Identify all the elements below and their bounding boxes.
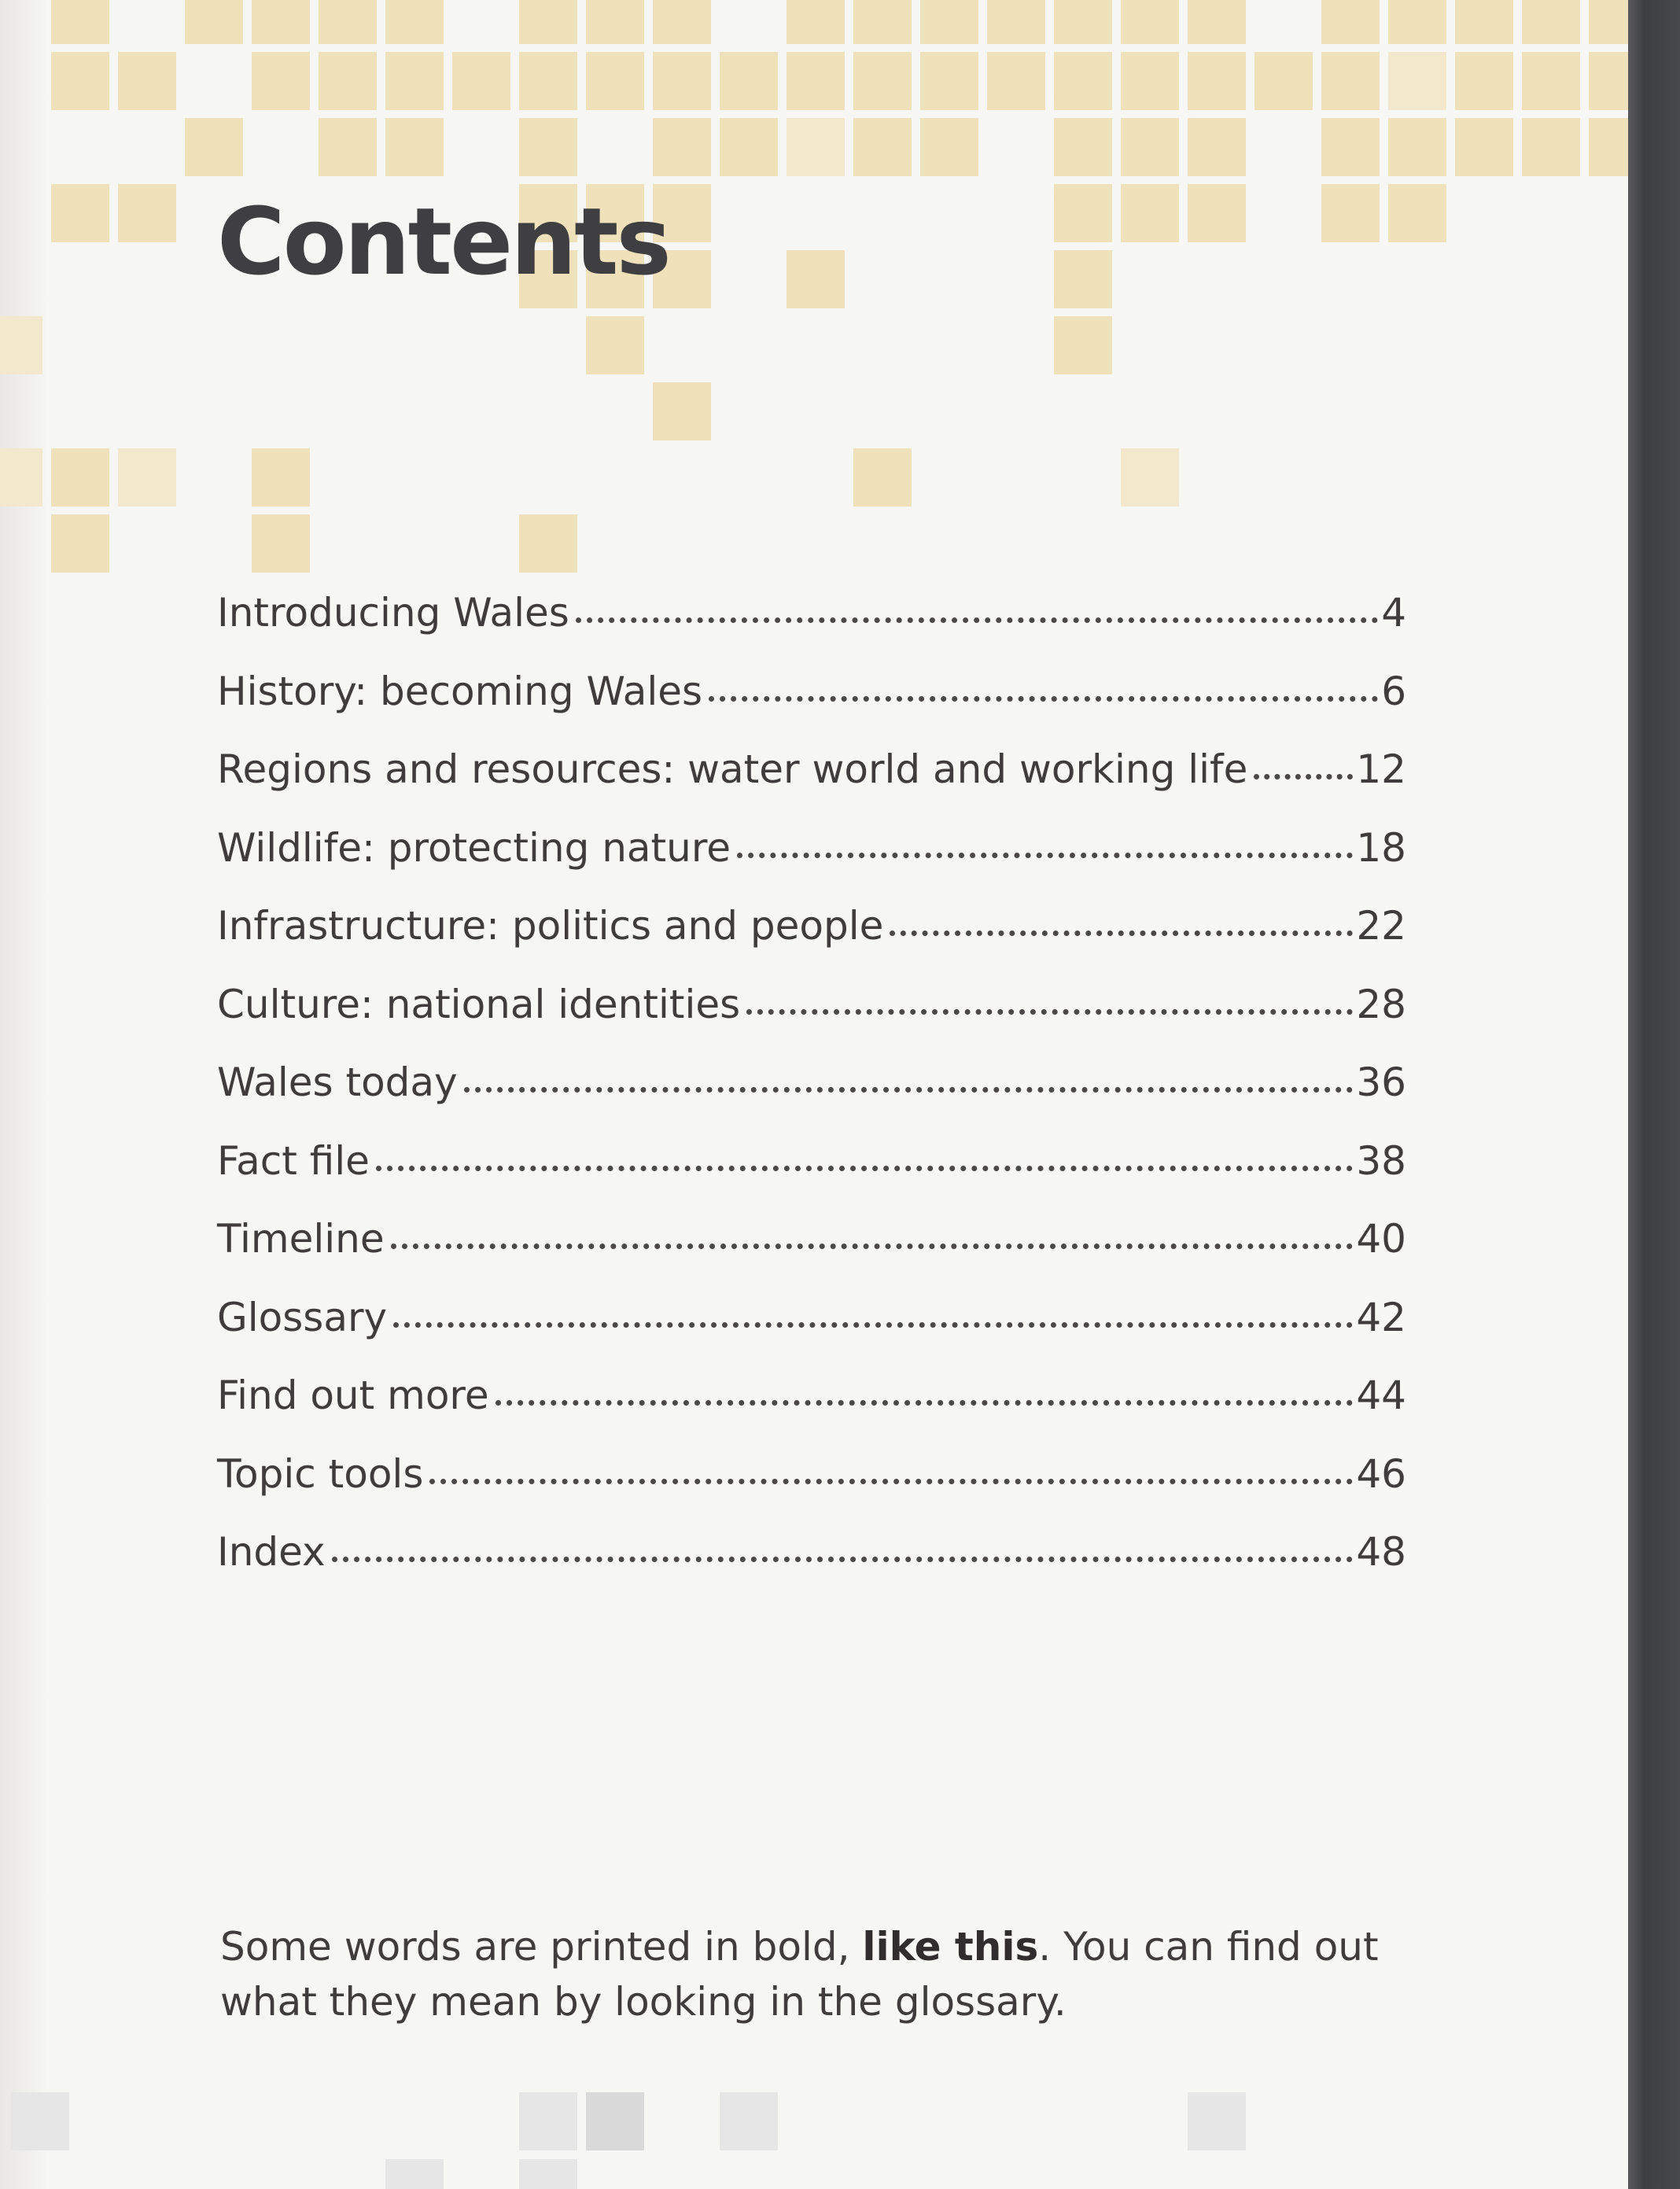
decorative-tile — [1054, 184, 1112, 242]
decorative-tile — [1121, 448, 1179, 507]
decorative-tile — [853, 118, 912, 176]
toc-entry-page: 12 — [1356, 746, 1406, 792]
decorative-tile — [586, 316, 644, 374]
decorative-tile — [385, 118, 444, 176]
decorative-tile — [1388, 184, 1446, 242]
decorative-tile — [319, 52, 377, 110]
decorative-tile — [653, 52, 711, 110]
toc-entry — [217, 903, 1406, 982]
decorative-tile — [519, 118, 577, 176]
decorative-tile — [1388, 118, 1446, 176]
dot-leader — [464, 1087, 1354, 1093]
toc-entry-page: 48 — [1356, 1529, 1406, 1575]
decorative-tile — [586, 0, 644, 44]
decorative-tile — [853, 52, 912, 110]
decorative-tile — [1522, 118, 1580, 176]
toc-entry-label: Find out more — [217, 1373, 489, 1418]
toc-entry-label: Index — [217, 1529, 326, 1575]
decorative-tile — [653, 118, 711, 176]
decorative-tile — [1589, 0, 1628, 44]
toc-entry-page: 40 — [1356, 1216, 1406, 1262]
toc-entry-page: 6 — [1381, 668, 1406, 714]
decorative-tile — [1455, 118, 1513, 176]
decorative-tile — [787, 0, 845, 44]
decorative-tile — [385, 0, 444, 44]
decorative-tile — [519, 52, 577, 110]
decorative-tile — [51, 0, 109, 44]
table-of-contents — [217, 590, 1406, 1608]
decorative-tile — [252, 52, 310, 110]
dot-leader — [737, 853, 1353, 858]
toc-entry — [217, 982, 1406, 1060]
decorative-tile — [720, 52, 778, 110]
decorative-tile — [1321, 52, 1380, 110]
decorative-tile — [1054, 52, 1112, 110]
toc-entry-page: 4 — [1381, 590, 1406, 636]
toc-entry-page: 38 — [1356, 1137, 1406, 1184]
decorative-tile — [118, 184, 176, 242]
decorative-tile — [1121, 0, 1179, 44]
toc-entry — [217, 1216, 1406, 1295]
toc-entry-page: 42 — [1356, 1294, 1406, 1340]
decorative-tile — [1522, 0, 1580, 44]
toc-entry-page: 46 — [1356, 1450, 1406, 1497]
toc-entry — [217, 1529, 1406, 1608]
toc-entry-page: 36 — [1356, 1059, 1406, 1105]
toc-entry — [217, 590, 1406, 669]
decorative-tile — [1121, 118, 1179, 176]
decorative-tile — [252, 514, 310, 573]
dot-leader — [393, 1322, 1353, 1328]
decorative-tile — [787, 52, 845, 110]
decorative-tile — [185, 0, 243, 44]
toc-entry — [217, 1138, 1406, 1217]
toc-entry-label: Regions and resources: water world and working life — [217, 746, 1248, 792]
toc-entry — [217, 746, 1406, 825]
decorative-tile — [519, 0, 577, 44]
toc-entry — [217, 1295, 1406, 1373]
decorative-tile — [118, 448, 176, 507]
decorative-tile — [51, 184, 109, 242]
decorative-tile — [987, 52, 1045, 110]
dot-leader — [376, 1166, 1353, 1171]
toc-entry-label: Topic tools — [217, 1450, 424, 1497]
decorative-tile — [1589, 118, 1628, 176]
toc-entry-label: Wales today — [217, 1059, 458, 1105]
decorative-tile — [987, 0, 1045, 44]
toc-entry-label: Fact file — [217, 1137, 370, 1184]
dot-leader — [332, 1557, 1354, 1562]
decorative-tile — [1455, 0, 1513, 44]
toc-entry — [217, 1451, 1406, 1530]
dot-leader — [1254, 774, 1353, 779]
decorative-tile — [1254, 52, 1313, 110]
decorative-tile — [118, 52, 176, 110]
decorative-tile — [1455, 52, 1513, 110]
decorative-tile — [319, 0, 377, 44]
decorative-tile — [452, 52, 510, 110]
toc-entry-label: History: becoming Wales — [217, 668, 703, 714]
dot-leader — [391, 1244, 1354, 1249]
toc-entry-label: Introducing Wales — [217, 590, 569, 636]
decorative-tile — [720, 118, 778, 176]
toc-entry-label: Timeline — [217, 1216, 385, 1262]
decorative-tile — [1121, 52, 1179, 110]
decorative-tile — [185, 118, 243, 176]
dot-leader — [890, 931, 1353, 936]
glossary-note-bold-example: like this — [862, 1924, 1039, 1970]
decorative-tile — [1188, 118, 1246, 176]
decorative-tile — [385, 52, 444, 110]
decorative-tile — [1321, 184, 1380, 242]
toc-entry-label: Glossary — [217, 1294, 388, 1340]
toc-entry-label: Infrastructure: politics and people — [217, 903, 884, 949]
decorative-tile — [1054, 316, 1112, 374]
decorative-tile — [252, 448, 310, 507]
decorative-tile — [787, 118, 845, 176]
decorative-tile — [385, 2159, 444, 2189]
decorative-tile — [653, 382, 711, 440]
dot-leader — [496, 1400, 1354, 1406]
toc-entry-label: Wildlife: protecting nature — [217, 824, 731, 871]
toc-entry — [217, 825, 1406, 904]
decorative-tile — [1522, 52, 1580, 110]
decorative-tile — [319, 118, 377, 176]
decorative-tile — [1589, 52, 1628, 110]
glossary-note-text-end: . You can find out what they mean by looking in the glossary. — [220, 1924, 1379, 2025]
decorative-tile — [1321, 0, 1380, 44]
glossary-note — [220, 1919, 1447, 2029]
decorative-tile — [853, 448, 912, 507]
toc-entry — [217, 669, 1406, 747]
page-title: Contents — [217, 187, 669, 296]
decorative-tile — [1388, 52, 1446, 110]
decorative-tile — [519, 2092, 577, 2150]
decorative-tile — [920, 0, 978, 44]
toc-entry-page: 22 — [1356, 903, 1406, 949]
decorative-tile — [0, 316, 42, 374]
decorative-tile — [519, 514, 577, 573]
decorative-tile — [1388, 0, 1446, 44]
toc-entry — [217, 1373, 1406, 1451]
toc-entry-page: 18 — [1356, 824, 1406, 871]
decorative-tile — [252, 0, 310, 44]
decorative-tile — [51, 52, 109, 110]
decorative-tile — [1188, 184, 1246, 242]
decorative-tile — [519, 2159, 577, 2189]
dot-leader — [429, 1479, 1353, 1484]
decorative-tile — [0, 448, 42, 507]
decorative-tile — [653, 0, 711, 44]
decorative-tile — [1188, 0, 1246, 44]
toc-entry-page: 44 — [1356, 1373, 1406, 1418]
decorative-tile — [853, 0, 912, 44]
decorative-tile — [787, 250, 845, 308]
decorative-tile — [920, 52, 978, 110]
decorative-tile — [51, 448, 109, 507]
decorative-tile — [1054, 250, 1112, 308]
decorative-tile — [1121, 184, 1179, 242]
glossary-note-text: Some words are printed in bold, — [220, 1924, 863, 1970]
decorative-tile — [920, 118, 978, 176]
decorative-tile — [1188, 52, 1246, 110]
toc-entry-page: 28 — [1356, 981, 1406, 1027]
toc-entry-label: Culture: national identities — [217, 981, 741, 1027]
toc-entry — [217, 1059, 1406, 1138]
decorative-tile — [1054, 0, 1112, 44]
decorative-tile — [586, 52, 644, 110]
dot-leader — [746, 1009, 1353, 1015]
decorative-tile — [720, 2092, 778, 2150]
decorative-tile — [1321, 118, 1380, 176]
decorative-tile — [586, 2092, 644, 2150]
decorative-tile — [1054, 118, 1112, 176]
decorative-tile — [11, 2092, 69, 2150]
dot-leader — [576, 617, 1378, 623]
page-edge-shadow — [1628, 0, 1680, 2189]
dot-leader — [709, 696, 1378, 702]
decorative-tile — [1188, 2092, 1246, 2150]
decorative-tile — [51, 514, 109, 573]
